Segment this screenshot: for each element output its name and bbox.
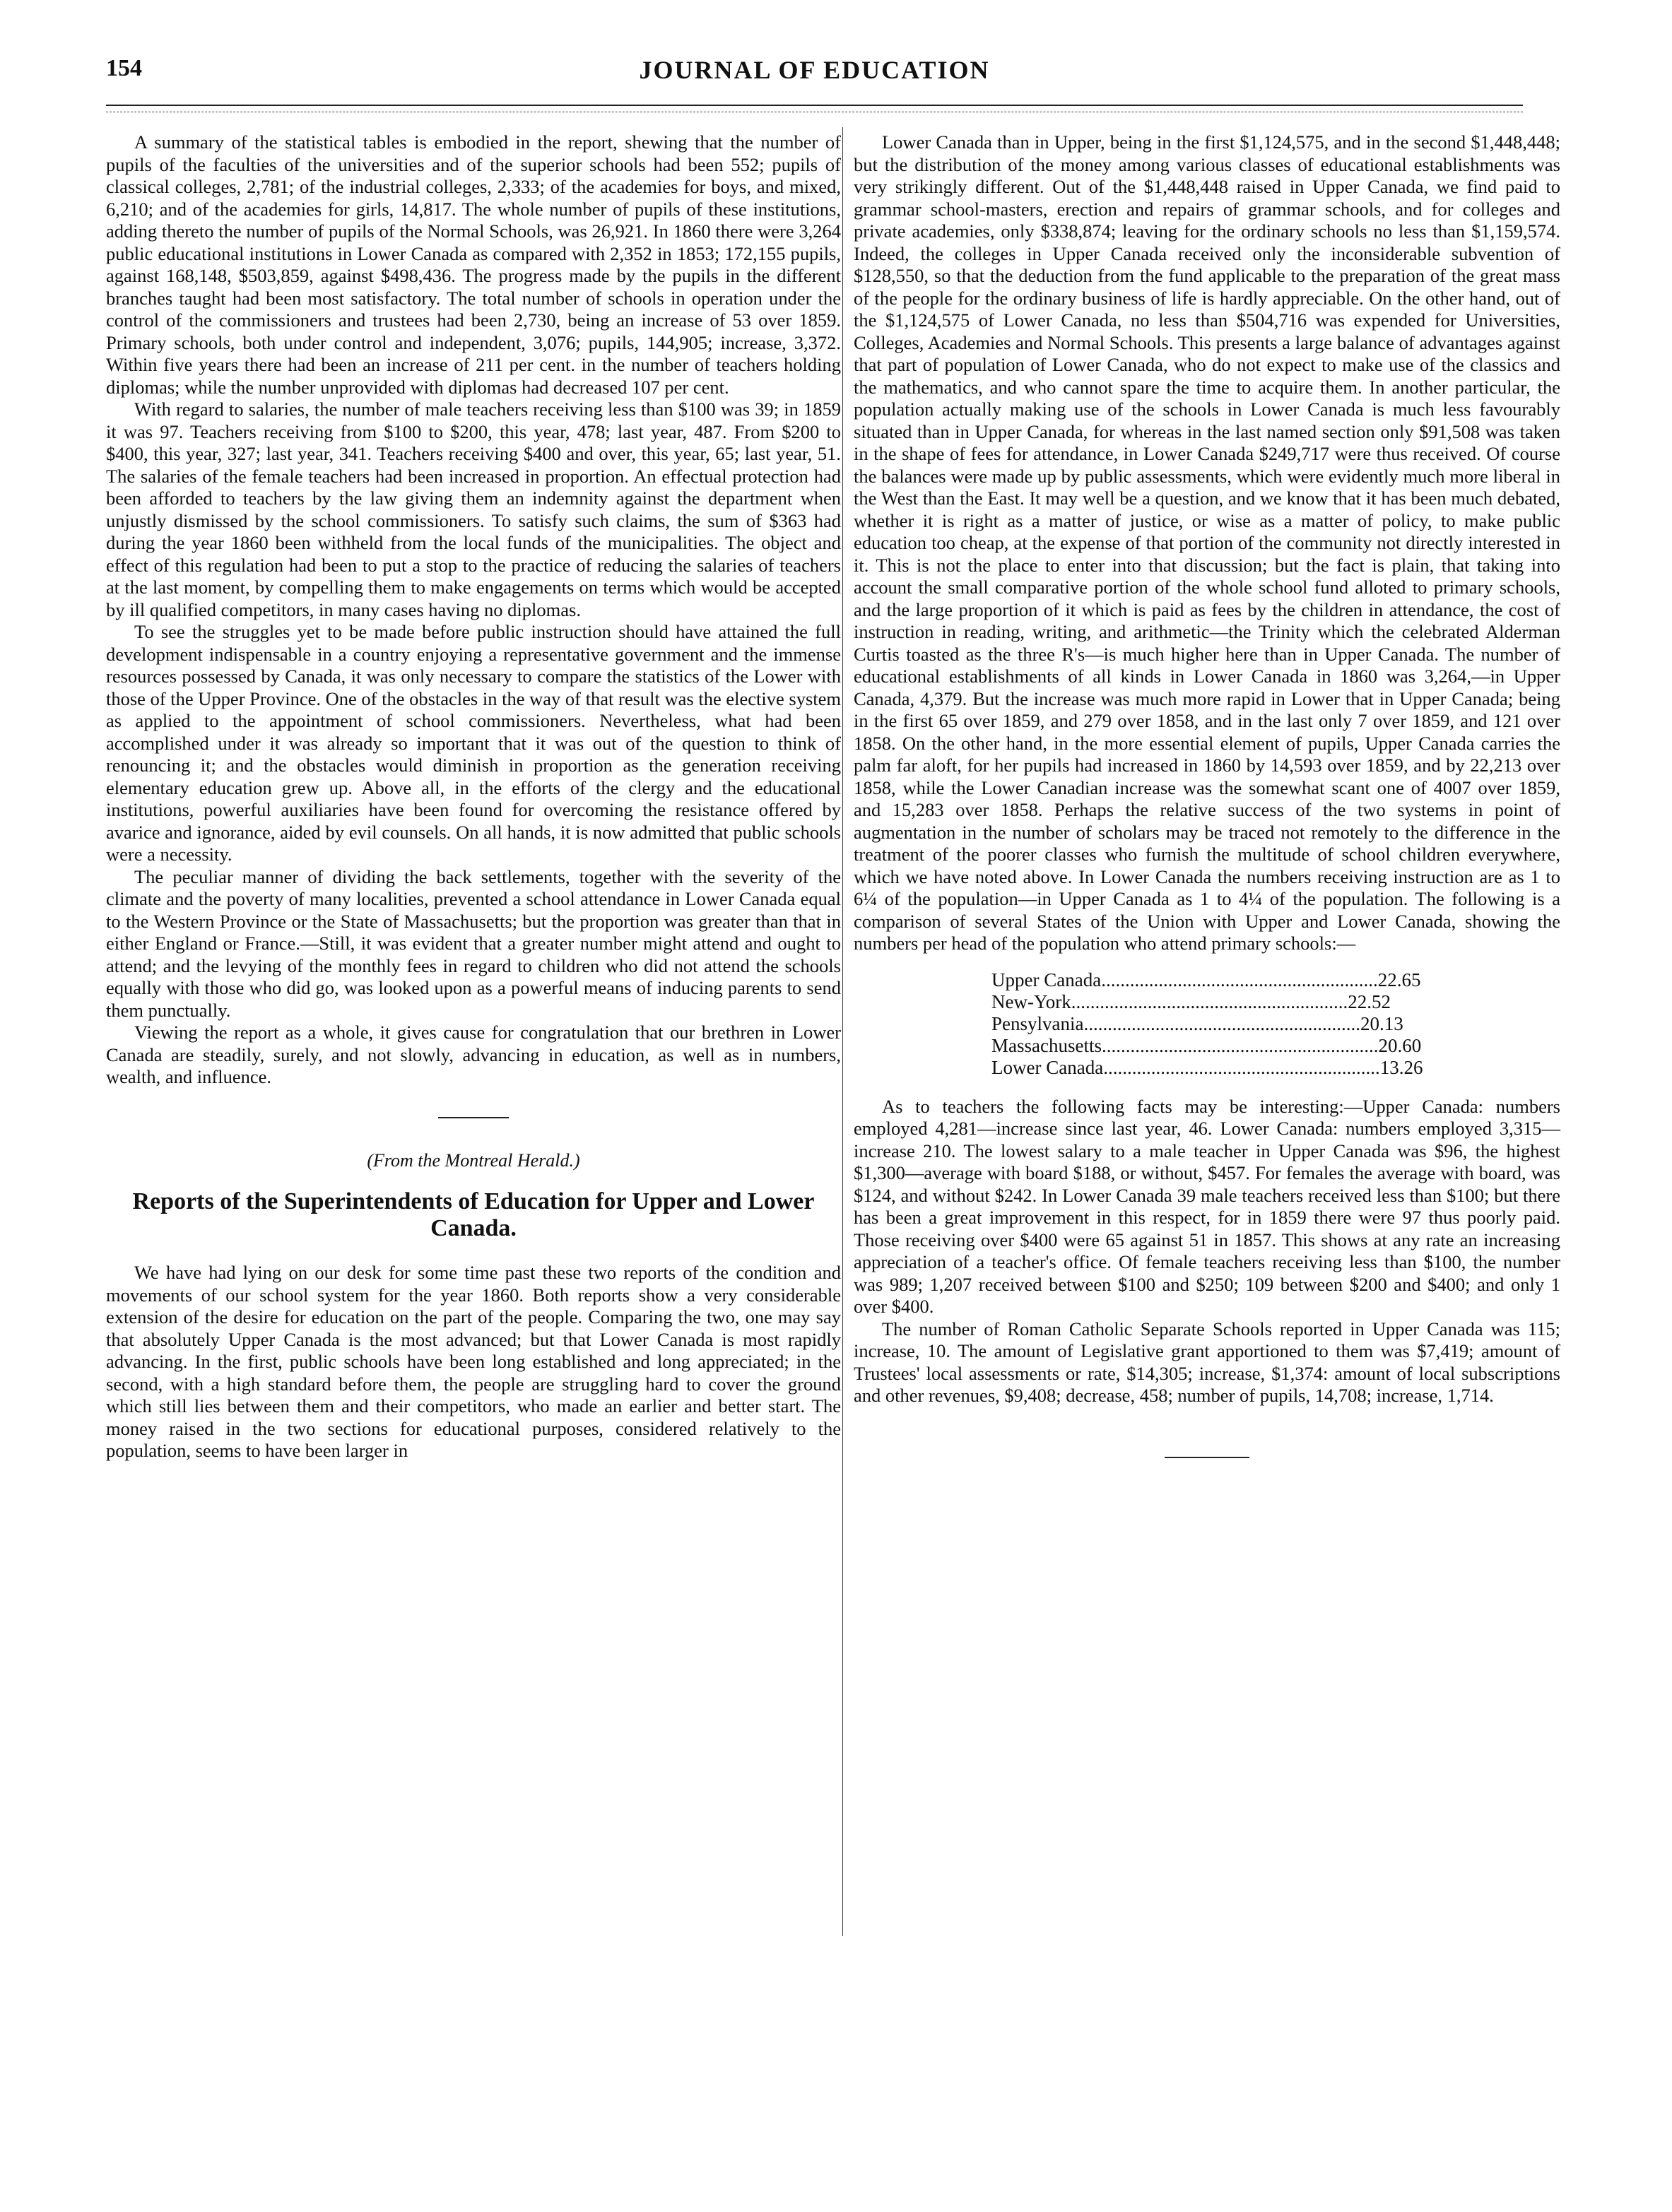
paragraph: To see the struggles yet to be made before public instruction should have attained the full development indispensable in a country enjoying a representative government and the immense resources possessed by Canada, it was only necessary to compare the statistics of the Lower with those of the Upper Province. One of the obstacles in the way of that result was the elective system as applied to the appointment of school commissioners. Nevertheless, what had been accomplished under it was already so important that it was out of the question to think of renouncing it; and the obstacles would diminish in proportion as the generation receiving elementary education grew up. Above all, in the efforts of the clergy and the educational institutions, powerful auxiliaries have been found for overcoming the resistance offered by avarice and ignorance, aided by evil counsels. On all hands, it is now admitted that public schools were a necessity. — [106, 621, 841, 865]
paragraph: As to teachers the following facts may be interesting:—Upper Canada: numbers employed 4,281—increase since last year, 46. Lower Canada: numbers employed 3,315—increase 210. The lowest salary to a male teacher in Upper Canada was $96, the highest $1,300—average with board $188, or without, $457. For females the average with board, was $124, and without $242. In Lower Canada 39 male teachers received less than $100; but there has been a great improvement in this respect, for in 1859 there were 97 thus poorly paid. Those receiving over $400 were 65 against 51 in 1857. This shows at any rate an increasing appreciation of a teacher's office. Of female teachers receiving less than $100, the number was 989; 1,207 received between $100 and $250; 109 between $200 and $400; and only 1 over $400. — [854, 1095, 1560, 1317]
table-row-value: 22.65 — [1377, 969, 1421, 990]
column-divider — [842, 127, 843, 1936]
table-row: Lower Canada .......................................................... 13.26 — [991, 1056, 1423, 1078]
header-rule — [106, 105, 1523, 106]
section-divider — [438, 1117, 509, 1118]
table-row-value: 20.60 — [1378, 1034, 1422, 1056]
table-row: New-York .......................................................... 22.52 — [991, 990, 1391, 1012]
article-title: Reports of the Superintendents of Education for Upper and Lower Canada. — [132, 1188, 815, 1241]
source-note: (From the Montreal Herald.) — [367, 1149, 580, 1171]
table-row-value: 13.26 — [1379, 1056, 1423, 1078]
table-row-name: Lower Canada — [991, 1056, 1104, 1078]
table-row-value: 20.13 — [1360, 1012, 1403, 1034]
page-header — [106, 55, 1523, 105]
end-divider — [1165, 1457, 1249, 1458]
table-row-name: Upper Canada — [991, 969, 1102, 990]
table-row: Pensylvania .......................................................... 20.13 — [991, 1012, 1403, 1034]
table-row: Upper Canada .......................................................... 22.65 — [991, 969, 1421, 990]
journal-title: JOURNAL OF EDUCATION — [639, 56, 990, 84]
paragraph: With regard to salaries, the number of male teachers receiving less than $100 was 39; in 1859 it was 97. Teachers receiving from $100 to $200, this year, 478; last year, 487. From $200 to $400, this year, 327; last year, 341. Teachers receiving $400 and over, this year, 65; last year, 51. The salaries of the female teachers had been increased in proportion. An effectual protection had been afforded to teachers by the law giving them an indemnity against the department when unjustly dismissed by the school commissioners. To satisfy such claims, the sum of $363 had during the year 1860 been withheld from the local funds of the municipalities. The object and effect of this regulation had been to put a stop to the practice of reducing the salaries of teachers at the last moment, by compelling them to make engagements on terms which would be accepted by ill qualified competitors, in many cases having no diplomas. — [106, 398, 841, 620]
paragraph: A summary of the statistical tables is embodied in the report, shewing that the number of pupils of the faculties of the universities and of the superior schools had been 552; pupils of classical colleges, 2,781; of the industrial colleges, 2,333; of the academies for boys, and mixed, 6,210; and of the academies for girls, 14,817. The whole number of pupils of these institutions, adding thereto the number of pupils of the Normal Schools, was 26,921. In 1860 there were 3,264 public educational institutions in Lower Canada as compared with 2,352 in 1853; 172,155 pupils, against 168,148, $503,859, against $498,436. The progress made by the pupils in the different branches taught had been most satisfactory. The total number of schools in operation under the control of the commissioners and trustees had been 2,730, being an increase of 53 over 1859. Primary schools, both under control and independent, 3,076; pupils, 144,905; increase, 3,372. Within five years there had been an increase of 211 per cent. in the number of teachers holding diplomas; while the number unprovided with diplomas had decreased 107 per cent. — [106, 131, 841, 398]
paragraph: The peculiar manner of dividing the back settlements, together with the severity of the climate and the poverty of many localities, prevented a school attendance in Lower Canada equal to the Western Province or the State of Massachusetts; but the proportion was greater than that in either England or France.—Still, it was evident that a greater number might attend and ought to attend; and the levying of the monthly fees in regard to children who did not attend the schools equally with those who did go, was looked upon as a powerful means of inducing parents to send them punctually. — [106, 865, 841, 1021]
paragraph: Viewing the report as a whole, it gives cause for congratulation that our brethren in Lower Canada are steadily, surely, and not slowly, advancing in education, as well as in numbers, wealth, and influence. — [106, 1022, 841, 1087]
table-row-name: New-York — [991, 990, 1071, 1012]
paragraph: Lower Canada than in Upper, being in the first $1,124,575, and in the second $1,448,448; but the distribution of the money among various classes of educational establishments was very strikingly different. Out of the $1,448,448 raised in Upper Canada, we find paid to grammar school-masters, erection and repairs of grammar schools, and for colleges and private academies, only $338,874; leaving for the ordinary schools no less than $1,159,574. Indeed, the colleges in Upper Canada received only the inconsiderable subvention of $128,550, so that the deduction from the fund applicable to the preparation of the great mass of the people for the ordinary business of life is hardly appreciable. On the other hand, out of the $1,124,575 of Lower Canada, no less than $504,716 was expended for Universities, Colleges, Academies and Normal Schools. This presents a large balance of advantages against that part of population of Lower Canada, who do not expect to make use of the classics and the mathematics, and who cannot spare the time to acquire them. In another particular, the population actually making use of the schools in Lower Canada is much less favourably situated than in Upper Canada, for whereas in the last named section only $91,508 was taken in the shape of fees for attendance, in Lower Canada $249,717 were thus received. Of course the balances were made up by public assessments, which were evidently much more liberal in the West than the East. It may well be a question, and we know that it has been much debated, whether it is right as a matter of justice, or wise as a matter of policy, to make public education too cheap, at the expense of that portion of the community not directly interested in it. This is not the place to enter into that discussion; but the fact is plain, that taking into account the small comparative portion of the whole school fund alloted to primary schools, and the large proportion of it which is paid as fees by the children in attendance, the cost of instruction in reading, writing, and arithmetic—the Trinity which the celebrated Alderman Curtis toasted as the three R's—is much higher here than in Upper Canada. The number of educational establishments of all kinds in Lower Canada in 1860 was 3,264,—in Upper Canada, 4,379. But the increase was much more rapid in Lower that in Upper Canada; being in the first 65 over 1859, and 279 over 1858, and in the last only 7 over 1859, and 121 over 1858. On the other hand, in the more essential element of pupils, Upper Canada carries the palm far aloft, for her pupils had increased in 1860 by 14,593 over 1859, and by 22,213 over 1858, while the Lower Canadian increase was the somewhat scant one of 4007 over 1859, and 15,283 over 1858. Perhaps the relative success of the two systems in point of augmentation in the number of scholars may be traced not remotely to the difference in the treatment of the poorer classes who furnish the multitude of school children everywhere, which we have noted above. In Lower Canada the numbers receiving instruction are as 1 to 6¼ of the population—in Upper Canada as 1 to 4¼ of the population. The following is a comparison of several States of the Union with Upper and Lower Canada, showing the numbers per head of the population who attend primary schools:— — [854, 131, 1560, 954]
table-row: Massachusetts .......................................................... 20.60 — [991, 1034, 1422, 1056]
left-column — [106, 131, 841, 1462]
table-row-name: Massachusetts — [991, 1034, 1102, 1056]
right-column — [854, 131, 1560, 1458]
comparison-table — [991, 969, 1423, 1079]
paragraph: We have had lying on our desk for some time past these two reports of the condition and movements of our school system for the year 1860. Both reports show a very considerable extension of the desire for education on the part of the people. Comparing the two, one may say that absolutely Upper Canada is the most advanced; but that Lower Canada is most rapidly advancing. In the first, public schools have been long established and long appreciated; in the second, with a high standard before them, the people are struggling hard to cover the ground which still lies between them and their competitors, who made an earlier and better start. The money raised in the two sections for educational purposes, considered relatively to the population, seems to have been larger in — [106, 1262, 841, 1461]
paragraph: The number of Roman Catholic Separate Schools reported in Upper Canada was 115; increase, 10. The amount of Legislative grant apportioned to them was $7,419; amount of Trustees' local assessments or rate, $14,305; increase, $1,374: amount of local subscriptions and other revenues, $9,408; decrease, 458; number of pupils, 14,708; increase, 1,714. — [854, 1318, 1560, 1406]
page-number: 154 — [106, 55, 142, 81]
table-row-name: Pensylvania — [991, 1012, 1084, 1034]
table-row-value: 22.52 — [1348, 990, 1391, 1012]
